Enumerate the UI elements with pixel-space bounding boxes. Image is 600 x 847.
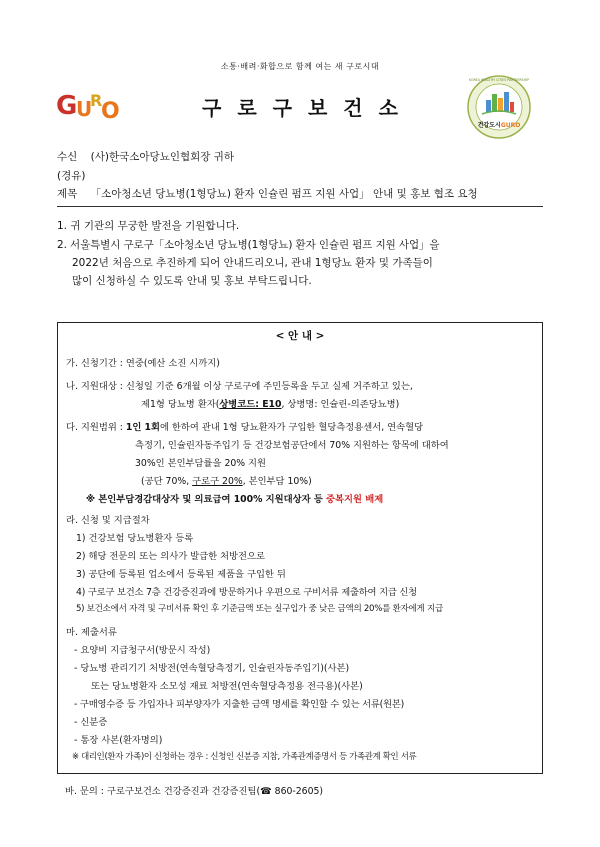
procedure-step: 1) 건강보험 당뇨병환자 등록	[76, 533, 194, 544]
recipient-value: (사)한국소아당뇨인협회장 귀하	[90, 151, 235, 163]
procedure-step: 4) 구로구 보건소 7층 건강증진과에 방문하거나 우편으로 구비서류 제출하여 지급 신청	[76, 587, 417, 598]
paragraph-2-line-2: 2022년 처음으로 추진하게 되어 안내드리오니, 관내 1형당뇨 환자 및 가족들이	[72, 257, 433, 269]
svg-text:R: R	[90, 91, 103, 110]
docs-item: - 요양비 지급청구서(방문시 작성)	[74, 645, 211, 656]
docs-item: - 통장 사본(환자명의)	[74, 735, 163, 746]
ratio-c: , 본인부담 10%)	[242, 476, 312, 487]
notice-box	[57, 322, 543, 774]
subject-label: 제목	[57, 188, 78, 200]
ratio-a: (공단 70%,	[141, 476, 193, 487]
procedure-step: 3) 공단에 등록된 업소에서 등록된 제품을 구입한 뒤	[76, 569, 286, 580]
subject-value: 「소아청소년 당뇨병(1형당뇨) 환자 인슐린 펌프 지원 사업」 안내 및 홍보 협조 요청	[90, 188, 478, 200]
svg-text:O: O	[101, 99, 120, 124]
procedure-step: 2) 해당 전문의 또는 의사가 발급한 처방전으로	[76, 551, 265, 562]
paragraph-2-line-1: 2. 서울특별시 구로구「소아청소년 당뇨병(1형당뇨) 환자 인슐린 펌프 지원 사업」을	[57, 239, 440, 251]
paragraph-1: 1. 귀 기관의 무궁한 발전을 기원합니다.	[57, 220, 240, 232]
target-text-a: 제1형 당뇨병 환자(	[141, 399, 220, 410]
docs-item: 또는 당뇨병환자 소모성 재료 처방전(연속혈당측정용 전극용)(사본)	[91, 681, 363, 692]
svg-text:G: G	[56, 91, 78, 121]
seal-ring-text: KOREA HEALTHY CITIES PARTNERSHIP	[469, 78, 529, 82]
range-text: 에 한하여 관내 1형 당뇨환자가 구입한 혈당측정용센서, 연속혈당	[160, 422, 424, 433]
recipient-line	[57, 149, 234, 164]
notice-range-line-3: 30%인 본인부담률을 20% 지원	[135, 458, 267, 469]
docs-title: 마. 제출서류	[66, 627, 117, 638]
docs-item: - 당뇨병 관리기기 처방전(연속혈당측정기, 인슐린자동주입기)(사본)	[74, 663, 350, 674]
seal-brand: GURO	[500, 122, 521, 129]
docs-item-text: 당뇨병 관리기기 처방전(연속혈당측정기, 인슐린자동주입기)(사본)	[80, 663, 350, 674]
disease-code: 상병코드: E10	[219, 399, 282, 410]
paragraph-2-line-3: 많이 신청하실 수 있도록 안내 및 홍보 부탁드립니다.	[72, 275, 312, 287]
notice-title: < 안 내 >	[275, 330, 325, 342]
ratio-guro: 구로구 20%	[192, 476, 243, 487]
docs-item-text: 신분증	[80, 717, 108, 728]
procedure-title: 라. 신청 및 지급절차	[66, 515, 150, 526]
docs-item: - 구매영수증 등 가입자나 피부양자가 지출한 금액 명세를 확인할 수 있는 서류(원본)	[74, 699, 405, 710]
range-label: 다. 지원범위 :	[66, 422, 126, 433]
warning-text: ※ 본인부담경감대상자 및 의료급여 100% 지원대상자 등	[86, 494, 327, 505]
healthy-city-seal	[466, 74, 532, 140]
healthy-city-seal-icon	[466, 74, 532, 140]
notice-range-line-4	[141, 473, 312, 487]
notice-target-line-2	[141, 396, 399, 410]
target-text-c: , 상병명: 인슐린-의존당뇨병)	[281, 399, 400, 410]
docs-item-text: 통장 사본(환자명의)	[80, 735, 163, 746]
docs-note: ※ 대리인(환자 가족)이 신청하는 경우 : 신청인 신분증 지참, 가족관계증명서 등 가족관계 확인 서류	[72, 751, 417, 761]
subject-line	[57, 186, 547, 201]
notice-range-line-2: 측정기, 인슐린자동주입기 등 건강보험공단에서 70% 지원하는 항목에 대하여	[135, 440, 449, 451]
divider	[57, 206, 543, 207]
inquiry-line: 바. 문의 : 구로구보건소 건강증진과 건강증진팀(☎ 860-2605)	[65, 786, 324, 797]
docs-item-text: 요양비 지급청구서(방문시 작성)	[80, 645, 211, 656]
seal-caption: 건강도시	[477, 122, 501, 129]
range-once: 1인 1회	[125, 422, 160, 433]
recipient-label: 수신	[57, 151, 78, 163]
slogan: 소통·배려·화합으로 함께 여는 새 구로시대	[220, 62, 380, 71]
warning-exclusion: 중복지원 배제	[326, 494, 384, 505]
notice-target-line-1: 나. 지원대상 : 신청일 기준 6개월 이상 구로구에 주민등록을 두고 실제 거주하고 있는,	[66, 381, 413, 392]
via-line: (경유)	[57, 170, 86, 182]
notice-period: 가. 신청기간 : 연중(예산 소진 시까지)	[66, 358, 220, 369]
docs-item-text: 구매영수증 등 가입자나 피부양자가 지출한 금액 명세를 확인할 수 있는 서류(원본)	[79, 699, 405, 710]
notice-range-line-1	[66, 419, 423, 433]
svg-text:U: U	[76, 97, 93, 121]
docs-item: - 신분증	[74, 717, 108, 728]
notice-warning	[86, 491, 383, 505]
page-title: 구로구보건소	[202, 96, 414, 120]
procedure-step: 5) 보건소에서 자격 및 구비서류 확인 후 기준금액 또는 실구입가 중 낮은 금액의 20%를 환자에게 지급	[76, 604, 443, 614]
